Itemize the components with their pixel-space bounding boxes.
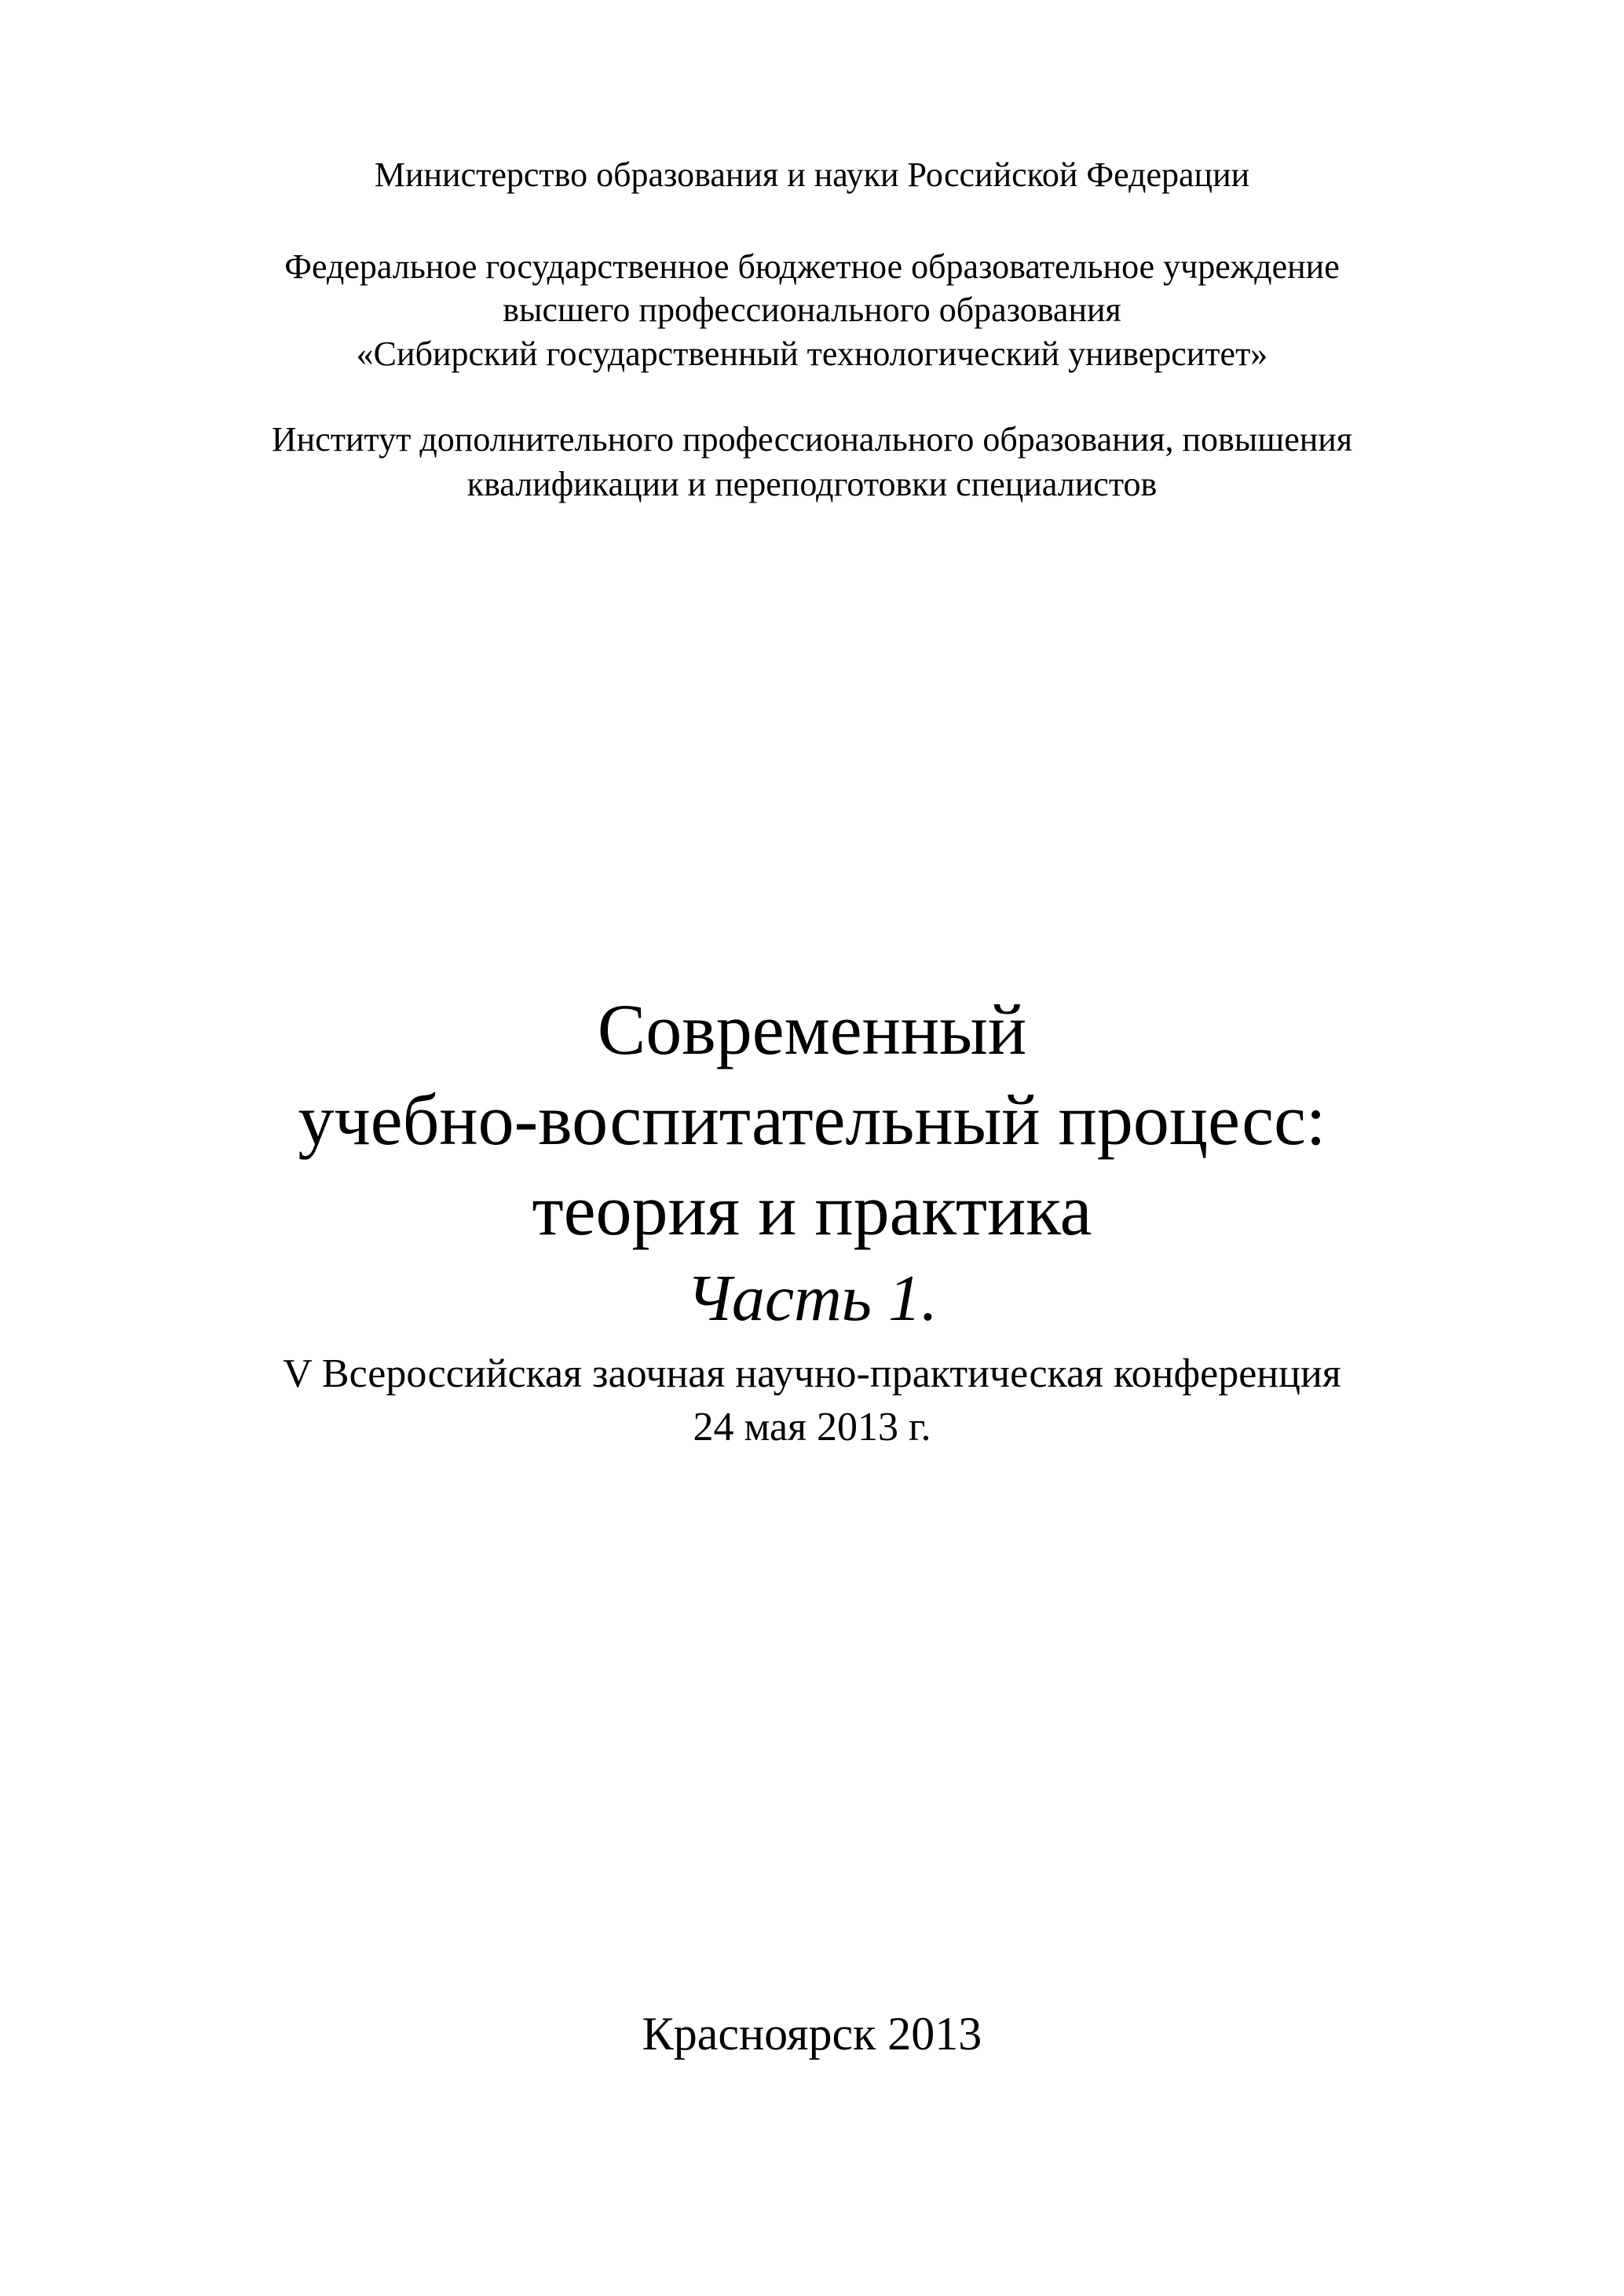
title-line-2: учебно-воспитательный процесс: xyxy=(298,1080,1326,1160)
part-label: Часть 1. xyxy=(686,1262,938,1335)
conference-name: V Всероссийская заочная научно-практическая конференция xyxy=(283,1351,1341,1396)
title-line-3: теория и практика xyxy=(532,1170,1092,1250)
title-line-1: Современный xyxy=(597,989,1027,1069)
institution-line-1: Федеральное государственное бюджетное образовательное учреждение xyxy=(284,247,1340,286)
institute-line-2: квалификации и переподготовки специалистов xyxy=(466,465,1158,503)
conference-date: 24 мая 2013 г. xyxy=(693,1405,931,1450)
ministry-name: Министерство образования и науки Российской Федерации xyxy=(374,155,1250,194)
city-year: Красноярск 2013 xyxy=(642,2008,982,2060)
institution-line-3: «Сибирский государственный технологический университет» xyxy=(356,335,1268,373)
institute-line-1: Институт дополнительного профессионального образования, повышения xyxy=(271,420,1353,459)
institution-line-2: высшего профессионального образования xyxy=(503,291,1121,329)
